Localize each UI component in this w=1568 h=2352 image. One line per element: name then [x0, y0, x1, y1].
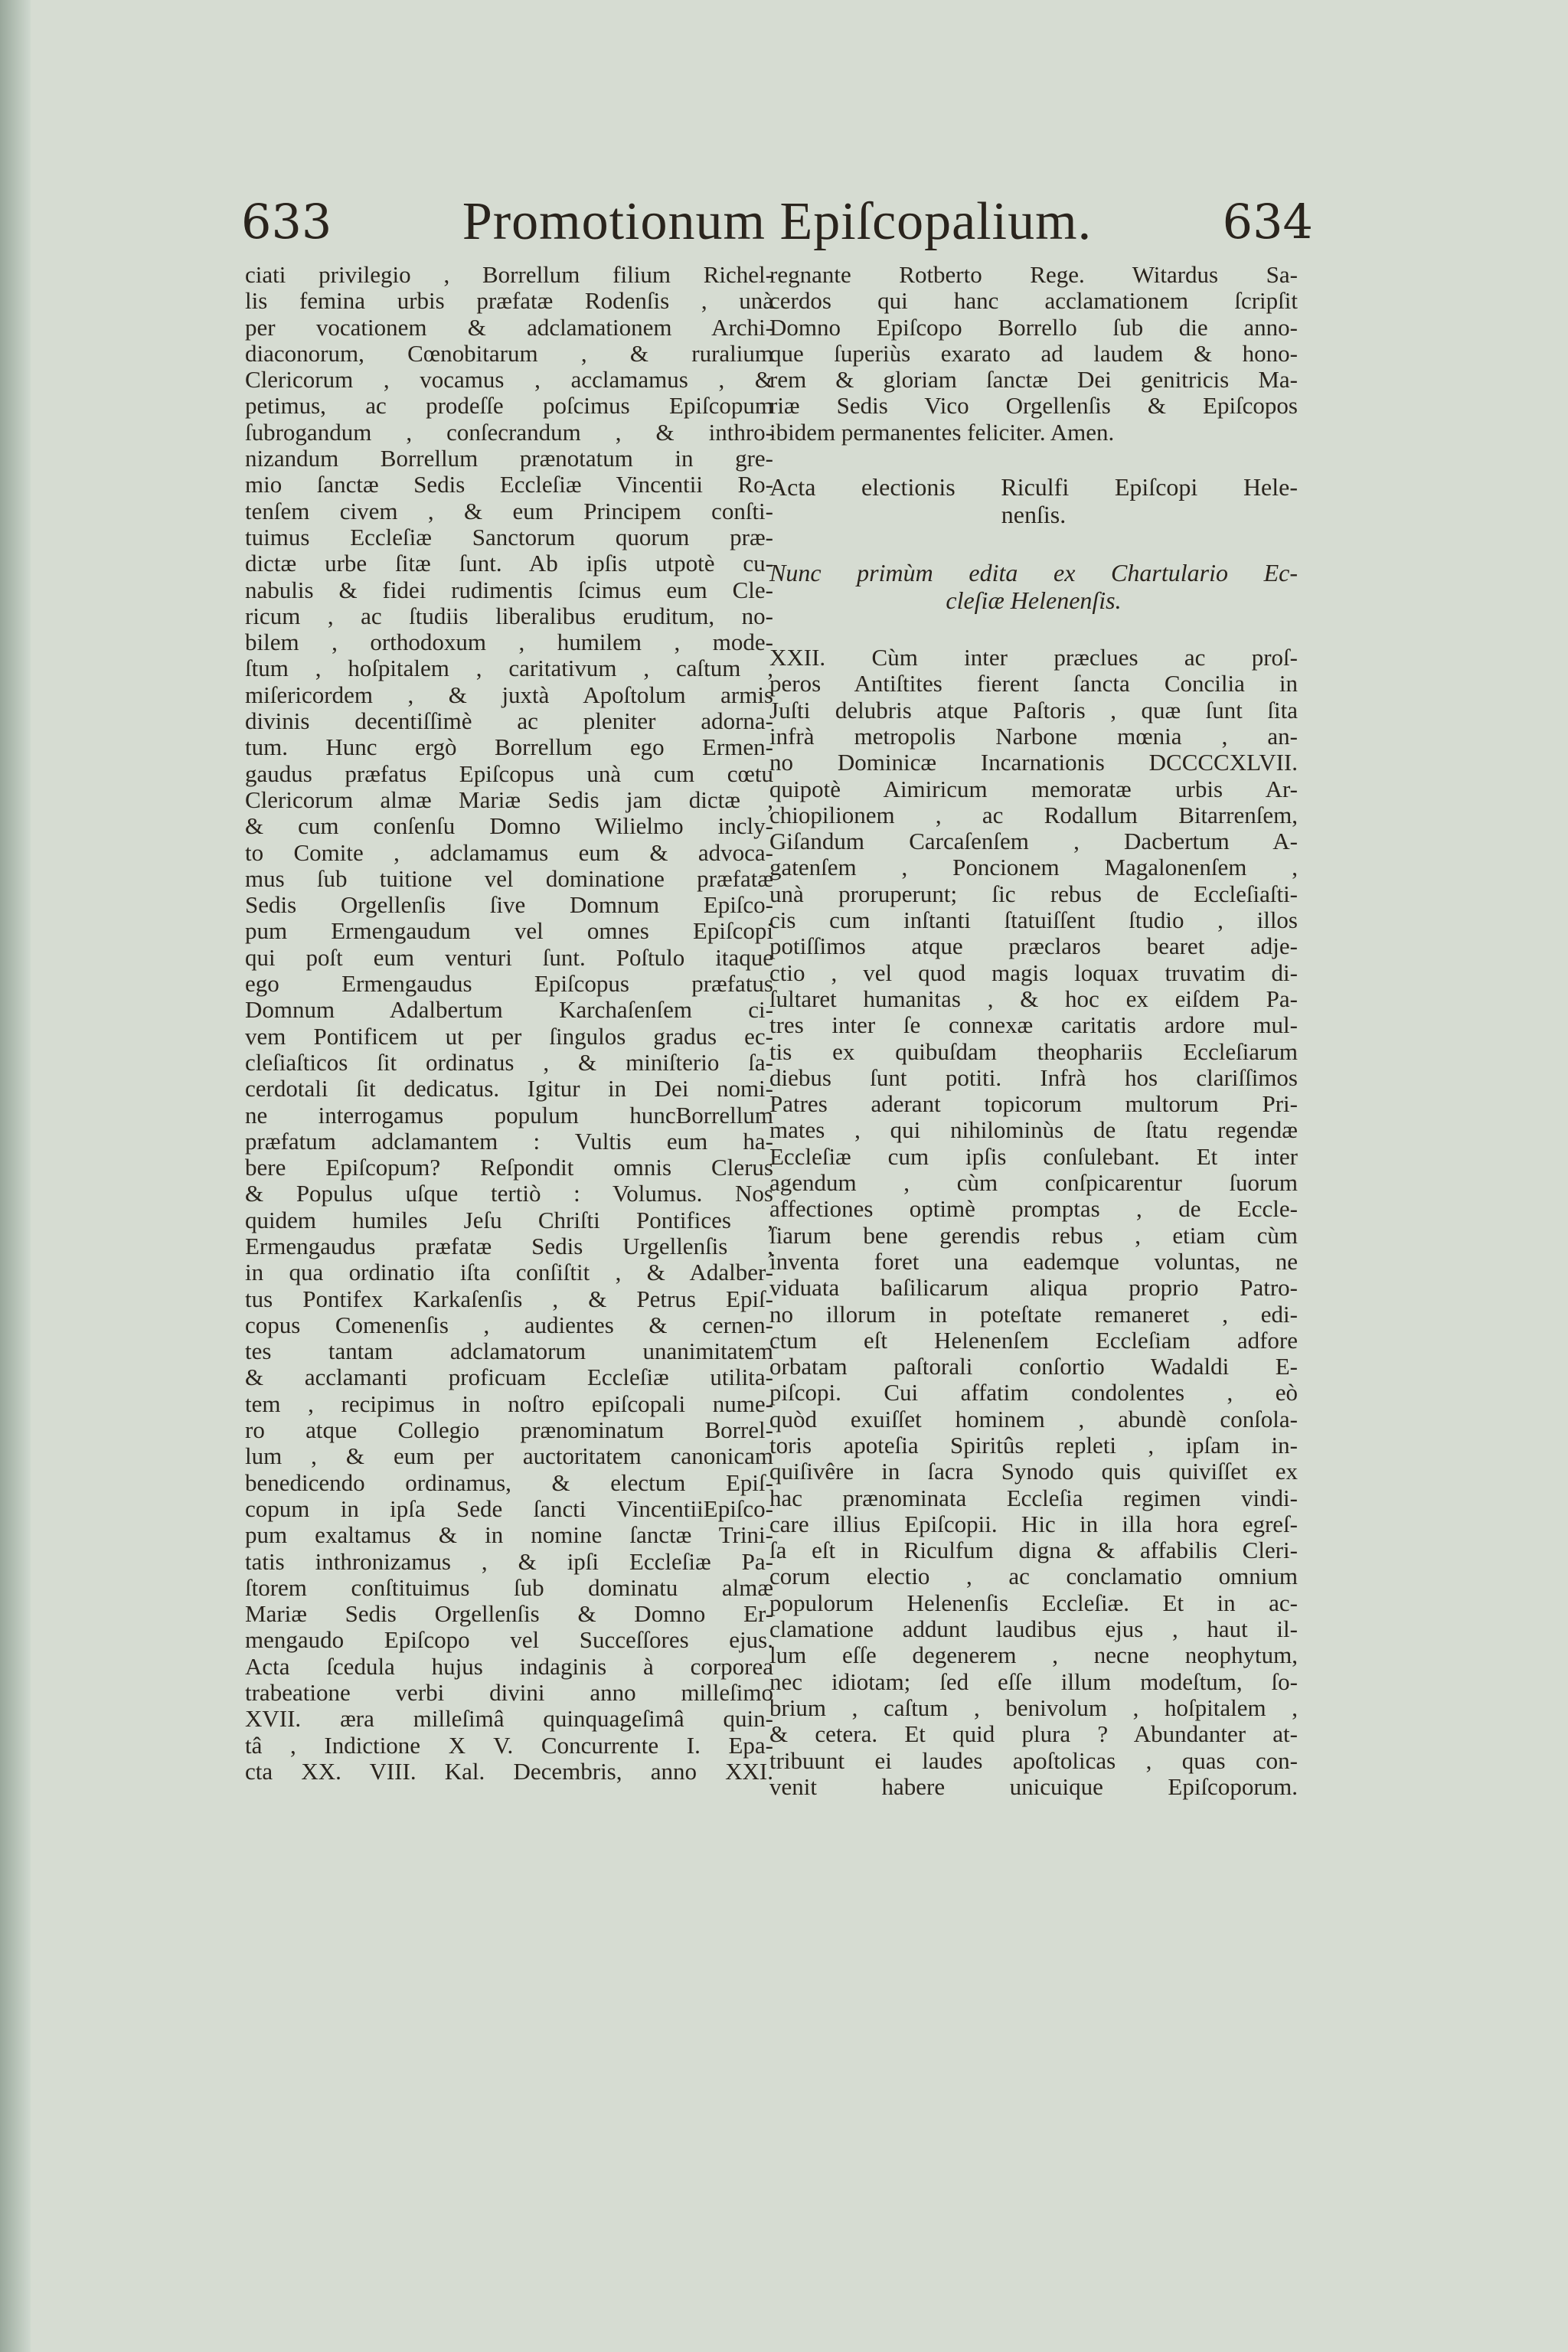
right-text-column [769, 262, 1298, 1800]
text-line: tes tantam adclamatorum unanimitatem [245, 1338, 773, 1365]
text-line: venit habere unicuique Epiſcoporum. [769, 1772, 1298, 1800]
text-line: Giſandum Carcaſenſem , Dacbertum A- [769, 828, 1298, 855]
text-line: lis femina urbis præfatæ Rodenſis , unà [245, 287, 773, 315]
text-line: affectiones optimè promptas , de Eccle- [769, 1195, 1298, 1223]
text-line: corum electio , ac conclamatio omnium [769, 1563, 1298, 1590]
page-header [241, 188, 1313, 256]
text-line: diaconorum, Cœnobitarum , & ruralium [245, 339, 773, 367]
text-line: care illius Epiſcopii. Hic in illa hora egreſ- [769, 1510, 1298, 1537]
text-line: cerdos qui hanc acclamationem ſcripſit [769, 287, 1298, 315]
text-line: Ermengaudus præfatæ Sedis Urgellenſis , [245, 1232, 773, 1259]
text-line: lum eſſe degenerem , necne neophytum, [769, 1642, 1298, 1669]
text-line: to Comite , adclamamus eum & advoca- [245, 838, 773, 866]
text-line: inventa foret una eademque voluntas, ne [769, 1247, 1298, 1275]
text-line: cleſiæ Helenenſis. [946, 586, 1122, 615]
text-line: Acta electionis Riculfi Epiſcopi Hele- [769, 473, 1298, 501]
section-body [769, 645, 1298, 1800]
text-line: Eccleſiæ cum ipſis conſulebant. Et inter [769, 1142, 1298, 1170]
text-line: Clericorum almæ Mariæ Sedis jam dictæ , [245, 786, 773, 813]
text-line: que ſuperiùs exarato ad laudem & hono- [769, 339, 1298, 367]
text-line: & cum conſenſu Domno Wilielmo incly- [245, 812, 773, 840]
text-line: benedicendo ordinamus, & electum Epiſ- [245, 1468, 773, 1496]
text-line: ricum , ac ſtudiis liberalibus eruditum, no- [245, 602, 773, 629]
text-line: & cetera. Et quid plura ? Abundanter at- [769, 1720, 1298, 1748]
text-line: tuimus Eccleſiæ Sanctorum quorum præ- [245, 523, 773, 550]
text-line: dictæ urbe ſitæ ſunt. Ab ipſis utpotè cu- [245, 550, 773, 577]
text-line: potiſſimos atque præclaros bearet adje- [769, 933, 1298, 960]
text-line: præfatum adclamantem : Vultis eum ha- [245, 1127, 773, 1155]
text-line: ſiarum bene gerendis rebus , etiam cùm [769, 1221, 1298, 1249]
text-line: tâ , Indictione X V. Concurrente I. Epa- [245, 1731, 773, 1759]
text-line: tatis inthronizamus , & ipſi Eccleſiæ Pa- [245, 1547, 773, 1575]
text-line: copum in ipſa Sede ſancti VincentiiEpiſco- [245, 1494, 773, 1522]
text-line: quiſivêre in ſacra Synodo quis quiviſſet ex [769, 1458, 1298, 1485]
text-line: ctio , vel quod magis loquax truvatim di- [769, 959, 1298, 986]
text-line: quòd exuiſſet hominem , abundè conſola- [769, 1405, 1298, 1432]
text-line: Domno Epiſcopo Borrello ſub die anno- [769, 313, 1298, 341]
text-line: clamatione addunt laudibus ejus , haut il- [769, 1615, 1298, 1643]
text-line: trabeatione verbi divini anno milleſimo [245, 1679, 773, 1707]
text-line: ſa eſt in Riculfum digna & affabilis Cleri- [769, 1537, 1298, 1564]
text-line: agendum , cùm conſpicarentur ſuorum [769, 1169, 1298, 1197]
text-line: quidem humiles Jeſu Chriſti Pontifices , [245, 1206, 773, 1233]
text-line: tribuunt ei laudes apoſtolicas , quas con- [769, 1746, 1298, 1774]
text-line: cerdotali ſit dedicatus. Igitur in Dei nomi- [245, 1075, 773, 1102]
text-line: nec idiotam; ſed eſſe illum modeſtum, ſo- [769, 1668, 1298, 1695]
text-line: Juſti delubris atque Paſtoris , quæ ſunt ſita [769, 696, 1298, 724]
left-text-column [245, 262, 773, 1785]
text-line: infrà metropolis Narbone mœnia , an- [769, 722, 1298, 750]
text-line: mengaudo Epiſcopo vel Succeſſores ejus. [245, 1626, 773, 1654]
text-line: & acclamanti proficuam Eccleſiæ utilita- [245, 1364, 773, 1391]
text-line: Mariæ Sedis Orgellenſis & Domno Er- [245, 1600, 773, 1628]
text-line: cis cum inſtanti ſtatuiſſent ſtudio , illos [769, 906, 1298, 934]
text-line: nenſis. [1001, 501, 1067, 529]
text-line: ſtorem conſtituimus ſub dominatu almæ [245, 1573, 773, 1601]
text-line: no Dominicæ Incarnationis DCCCCXLVII. [769, 749, 1298, 776]
text-line: no illorum in poteſtate remaneret , edi- [769, 1300, 1298, 1328]
text-line: lum , & eum per auctoritatem canonicam [245, 1442, 773, 1470]
text-line: tis ex quibuſdam theophariis Eccleſiarum [769, 1037, 1298, 1065]
text-line: cleſiaſticos ſit ordinatus , & miniſterio ſa- [245, 1048, 773, 1076]
text-line: pum exaltamus & in nomine ſanctæ Trini- [245, 1521, 773, 1549]
text-line: ibidem permanentes feliciter. Amen. [769, 418, 1115, 446]
text-line: Patres aderant topicorum multorum Pri- [769, 1090, 1298, 1118]
text-line: bere Epiſcopum? Reſpondit omnis Clerus [245, 1154, 773, 1181]
text-line: quipotè Aimiricum memoratæ urbis Ar- [769, 775, 1298, 802]
text-line: ſtum , hoſpitalem , caritativum , caſtum , [245, 655, 773, 682]
text-line: orbatam paſtorali conſortio Wadaldi E- [769, 1353, 1298, 1380]
text-line: unà proruperunt; ſic rebus de Eccleſiaſti- [769, 880, 1298, 907]
text-line: per vocationem & adclamationem Archi- [245, 313, 773, 341]
text-line: piſcopi. Cui affatim condolentes , eò [769, 1379, 1298, 1406]
text-line: petimus, ac prodeſſe poſcimus Epiſcopum [245, 392, 773, 420]
text-line: toris apoteſia Spiritûs repleti , ipſam in- [769, 1431, 1298, 1459]
text-line: nabulis & fidei rudimentis ſcimus eum Cle- [245, 576, 773, 603]
intro-paragraph [769, 262, 1298, 446]
text-line: pum Ermengaudum vel omnes Epiſcopi [245, 917, 773, 945]
text-line: tres inter ſe connexæ caritatis ardore mul- [769, 1011, 1298, 1039]
text-line: tum. Hunc ergò Borrellum ego Ermen- [245, 733, 773, 761]
text-line: XXII. Cùm inter præclues ac proſ- [769, 644, 1298, 671]
text-line: diebus ſunt potiti. Infrà hos clariſſimos [769, 1063, 1298, 1091]
text-line: XVII. æra milleſimâ quinquageſimâ quin- [245, 1705, 773, 1733]
text-line: in qua ordinatio iſta conſiſtit , & Adalber- [245, 1259, 773, 1286]
text-line: ne interrogamus populum huncBorrellum [245, 1101, 773, 1129]
text-line: gatenſem , Poncionem Magalonenſem , [769, 854, 1298, 881]
text-line: mio ſanctæ Sedis Eccleſiæ Vincentii Ro- [245, 471, 773, 498]
page-number-left: 633 [241, 194, 332, 250]
text-line: tem , recipimus in noſtro epiſcopali nume- [245, 1390, 773, 1417]
text-line: tenſem civem , & eum Principem conſti- [245, 497, 773, 524]
page-binding-shadow [0, 0, 31, 2352]
text-line: ego Ermengaudus Epiſcopus præfatus [245, 970, 773, 998]
text-line: divinis decentiſſimè ac pleniter adorna- [245, 707, 773, 735]
text-line: Domnum Adalbertum Karchaſenſem ci- [245, 996, 773, 1024]
text-line: qui poſt eum venturi ſunt. Poſtulo itaque [245, 943, 773, 971]
text-line: miſericordem , & juxtà Apoſtolum armis [245, 681, 773, 708]
text-line: populorum Helenenſis Eccleſiæ. Et in ac- [769, 1589, 1298, 1616]
section-subheading [769, 559, 1298, 614]
text-line: ctum eſt Helenenſem Eccleſiam adfore [769, 1326, 1298, 1354]
text-line: tus Pontifex Karkaſenſis , & Petrus Epiſ- [245, 1285, 773, 1312]
text-line: ciati privilegio , Borrellum filium Richel- [245, 261, 773, 288]
text-line: nizandum Borrellum prænotatum in gre- [245, 445, 773, 472]
text-line: chiopilionem , ac Rodallum Bitarrenſem, [769, 801, 1298, 828]
text-line: Acta ſcedula hujus indaginis à corporea [245, 1652, 773, 1680]
text-line: hac prænominata Eccleſia regimen vindi- [769, 1484, 1298, 1511]
text-line: Sedis Orgellenſis ſive Domnum Epiſco- [245, 891, 773, 919]
text-line: cta XX. VIII. Kal. Decembris, anno XXI. [245, 1757, 773, 1785]
text-line: ſubrogandum , conſecrandum , & inthro- [245, 418, 773, 446]
running-title: Promotionum Epiſcopalium. [462, 192, 1093, 251]
page-number-right: 634 [1222, 194, 1313, 250]
text-line: peros Antiſtites fierent ſancta Concilia in [769, 670, 1298, 697]
text-line: copus Comenenſis , audientes & cernen- [245, 1311, 773, 1338]
text-line: bilem , orthodoxum , humilem , mode- [245, 629, 773, 656]
text-line: viduata baſilicarum aliqua proprio Patro- [769, 1274, 1298, 1302]
text-line: mus ſub tuitione vel dominatione præfatæ [245, 864, 773, 892]
text-line: vem Pontificem ut per ſingulos gradus ec- [245, 1022, 773, 1050]
text-line: ro atque Collegio prænominatum Borrel- [245, 1416, 773, 1444]
text-line: brium , caſtum , benivolum , hoſpitalem , [769, 1694, 1298, 1721]
text-line: regnante Rotberto Rege. Witardus Sa- [769, 261, 1298, 288]
text-line: Nunc primùm edita ex Chartulario Ec- [769, 559, 1298, 587]
text-line: riæ Sedis Vico Orgellenſis & Epiſcopos [769, 392, 1298, 420]
text-line: & Populus uſque tertiò : Volumus. Nos [245, 1180, 773, 1207]
text-line: gaudus præfatus Epiſcopus unà cum cœtu [245, 760, 773, 787]
text-line: rem & gloriam ſanctæ Dei genitricis Ma- [769, 366, 1298, 394]
section-heading [769, 473, 1298, 528]
text-line: ſultaret humanitas , & hoc ex eiſdem Pa- [769, 985, 1298, 1012]
text-line: Clericorum , vocamus , acclamamus , & [245, 366, 773, 394]
text-line: mates , qui nihilominùs de ſtatu regendæ [769, 1116, 1298, 1144]
